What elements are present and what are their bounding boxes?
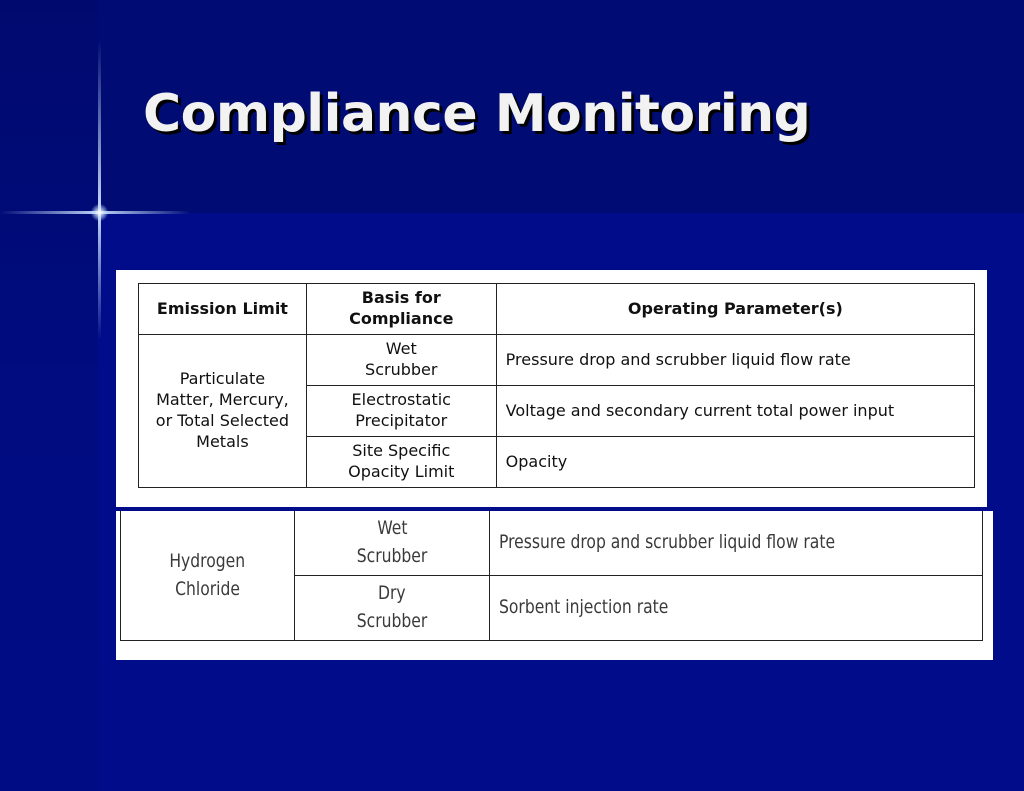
compliance-table-panel (116, 270, 987, 507)
basis-cell (294, 511, 490, 576)
parameter-cell: Voltage and secondary current total power input (496, 386, 974, 437)
basis-cell (306, 386, 496, 437)
hydrogen-chloride-table-panel (116, 511, 993, 660)
light-flare-core (91, 204, 108, 221)
left-background-band (0, 0, 98, 791)
basis-line: Dry (378, 582, 406, 605)
compliance-table (138, 283, 975, 488)
table-row (139, 335, 975, 386)
emission-limit-line: Matter, Mercury, (156, 390, 289, 410)
basis-line: Scrubber (356, 545, 428, 567)
parameter-text: Sorbent injection rate (499, 596, 669, 619)
emission-limit-line: or Total Selected (155, 411, 290, 430)
basis-line: Opacity Limit (348, 462, 455, 481)
header-basis-for-compliance (306, 284, 496, 335)
basis-cell (306, 437, 496, 488)
basis-line: Precipitator (355, 411, 448, 430)
header-basis-line-2: Compliance (349, 309, 454, 328)
emission-limit-line: Chloride (174, 577, 240, 600)
basis-line: Scrubber (365, 360, 438, 379)
emission-limit-line: Particulate (179, 369, 266, 389)
hydrogen-chloride-table (120, 511, 983, 641)
basis-line: Wet (385, 339, 417, 359)
slide-title: Compliance Monitoring (143, 84, 811, 144)
basis-line: Scrubber (356, 610, 428, 632)
parameter-cell (490, 576, 983, 641)
light-flare-vertical (98, 40, 101, 340)
emission-limit-cell (139, 335, 307, 488)
basis-line: Site Specific (352, 441, 451, 461)
parameter-cell (490, 511, 983, 576)
table-header-row (139, 284, 975, 335)
basis-cell (306, 335, 496, 386)
emission-limit-cell (121, 511, 295, 641)
parameter-text: Pressure drop and scrubber liquid flow rate (499, 531, 836, 554)
table-row (121, 511, 983, 576)
header-emission-limit: Emission Limit (139, 284, 307, 335)
basis-cell (294, 576, 490, 641)
header-basis-line-1: Basis for (361, 288, 441, 308)
parameter-cell: Opacity (496, 437, 974, 488)
emission-limit-line: Hydrogen (169, 549, 246, 572)
parameter-cell: Pressure drop and scrubber liquid flow rate (496, 335, 974, 386)
emission-limit-line: Metals (196, 431, 249, 451)
header-operating-parameters: Operating Parameter(s) (496, 284, 974, 335)
basis-line: Electrostatic (351, 390, 451, 410)
basis-line: Wet (376, 517, 408, 540)
